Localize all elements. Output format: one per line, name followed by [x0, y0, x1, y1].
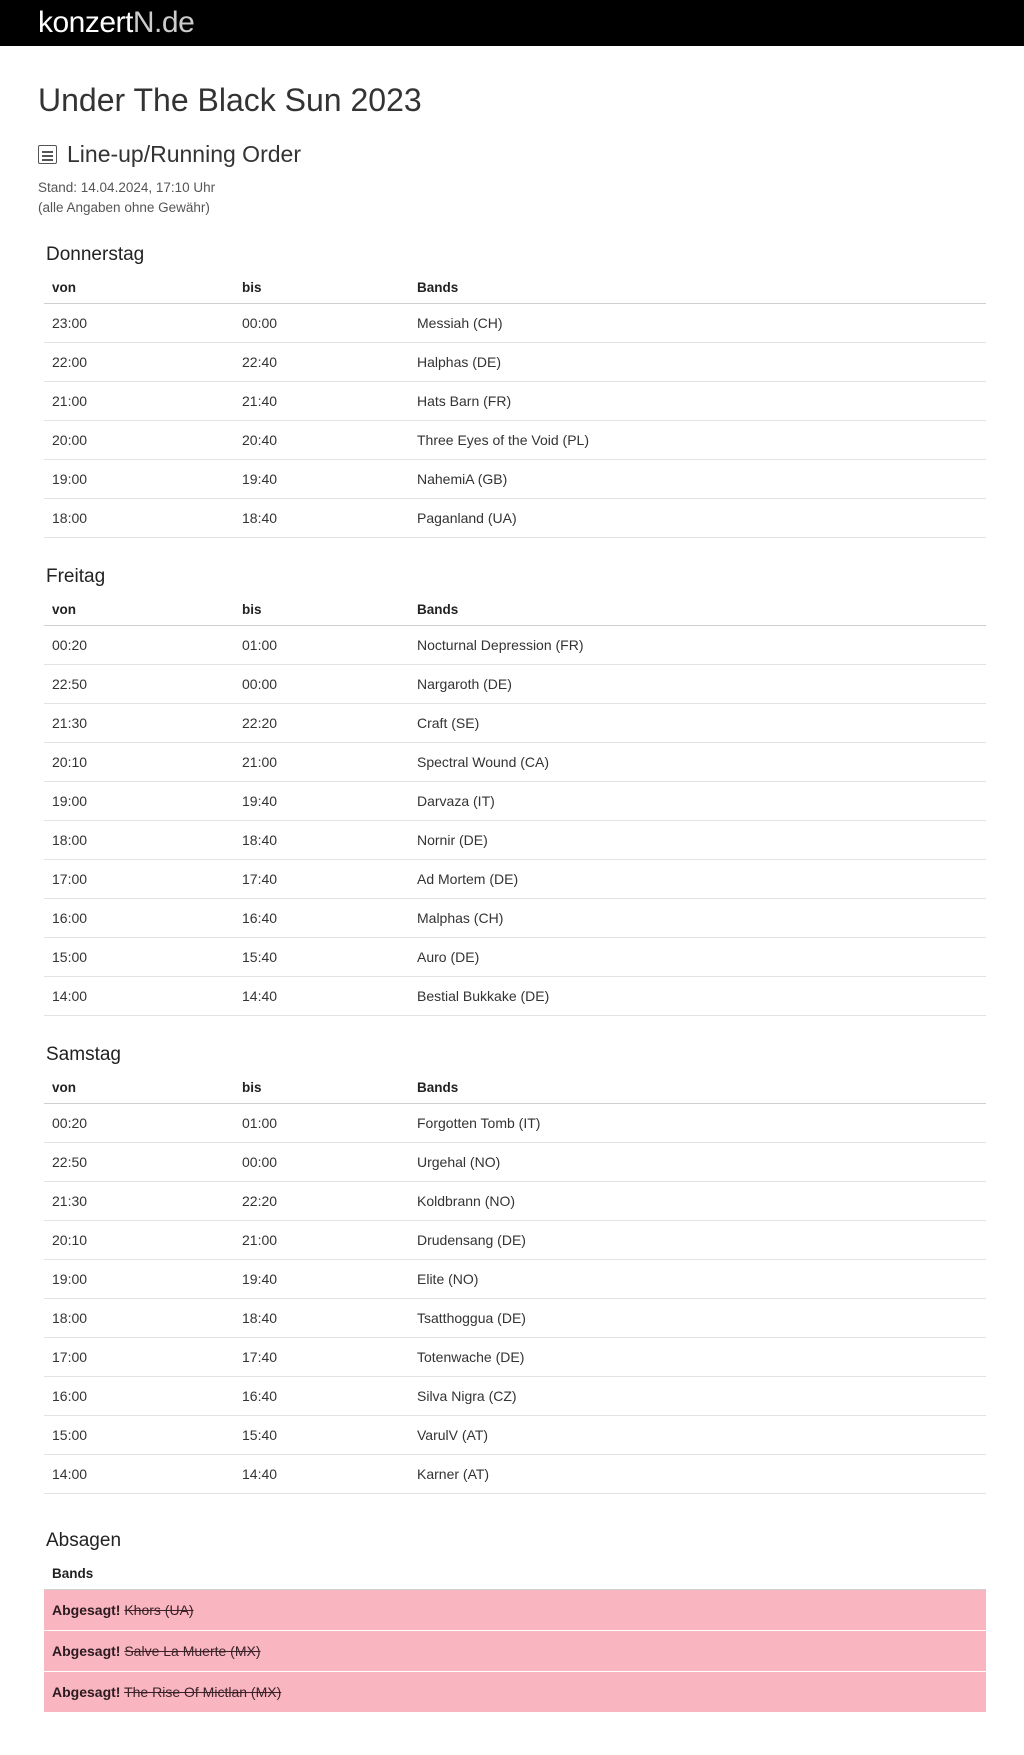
band-name: Nocturnal Depression (FR)	[409, 626, 986, 665]
table-row	[44, 343, 986, 382]
day-title: Donnerstag	[46, 244, 145, 265]
table-row	[44, 304, 986, 343]
table-row	[44, 938, 986, 977]
column-header-bands: Bands	[409, 280, 986, 304]
column-header-von: von	[44, 280, 234, 304]
slot-end-time: 20:40	[234, 421, 409, 460]
slot-start-time: 00:20	[44, 626, 234, 665]
schedule-table	[44, 602, 986, 1016]
cancellations-body	[44, 1590, 986, 1713]
slot-start-time: 19:00	[44, 460, 234, 499]
slot-start-time: 18:00	[44, 1299, 234, 1338]
slot-start-time: 15:00	[44, 1416, 234, 1455]
slot-end-time: 19:40	[234, 782, 409, 821]
table-row	[44, 665, 986, 704]
slot-end-time: 00:00	[234, 665, 409, 704]
slot-start-time: 18:00	[44, 821, 234, 860]
slot-end-time: 16:40	[234, 899, 409, 938]
status-note-line2: (alle Angaben ohne Gewähr)	[38, 200, 210, 215]
band-name: Nargaroth (DE)	[409, 665, 986, 704]
table-row	[44, 821, 986, 860]
band-name: Malphas (CH)	[409, 899, 986, 938]
cancelled-row	[44, 1672, 986, 1713]
table-row	[44, 977, 986, 1016]
slot-start-time: 20:10	[44, 1221, 234, 1260]
band-name: Halphas (DE)	[409, 343, 986, 382]
band-name: Craft (SE)	[409, 704, 986, 743]
column-header-von: von	[44, 1080, 234, 1104]
band-name: NahemiA (GB)	[409, 460, 986, 499]
table-row	[44, 1182, 986, 1221]
slot-start-time: 23:00	[44, 304, 234, 343]
slot-end-time: 15:40	[234, 1416, 409, 1455]
cancellations-header-row	[44, 1566, 986, 1590]
table-row	[44, 460, 986, 499]
table-row	[44, 782, 986, 821]
table-row	[44, 1104, 986, 1143]
band-name: Darvaza (IT)	[409, 782, 986, 821]
slot-end-time: 14:40	[234, 1455, 409, 1494]
cancellations-block	[38, 1530, 986, 1713]
day-block	[38, 1044, 986, 1494]
table-row	[44, 743, 986, 782]
column-header-bis: bis	[234, 1080, 409, 1104]
slot-end-time: 22:40	[234, 343, 409, 382]
table-header-row	[44, 602, 986, 626]
schedule-table	[44, 280, 986, 538]
cancelled-band-name: The Rise Of Mictlan (MX)	[124, 1684, 282, 1700]
column-header-bis: bis	[234, 280, 409, 304]
slot-end-time: 17:40	[234, 1338, 409, 1377]
slot-end-time: 21:00	[234, 743, 409, 782]
slot-end-time: 18:40	[234, 1299, 409, 1338]
slot-end-time: 19:40	[234, 1260, 409, 1299]
table-row	[44, 626, 986, 665]
band-name: Karner (AT)	[409, 1455, 986, 1494]
column-header-bands: Bands	[409, 1080, 986, 1104]
page-title: Under The Black Sun 2023	[38, 82, 422, 118]
band-name: Three Eyes of the Void (PL)	[409, 421, 986, 460]
slot-end-time: 01:00	[234, 1104, 409, 1143]
cancelled-band-name: Khors (UA)	[124, 1602, 194, 1618]
logo-primary-text: konzert	[38, 6, 133, 39]
day-title: Freitag	[46, 566, 106, 587]
status-note-line1: Stand: 14.04.2024, 17:10 Uhr	[38, 180, 216, 195]
slot-end-time: 00:00	[234, 304, 409, 343]
slot-start-time: 15:00	[44, 938, 234, 977]
slot-end-time: 00:00	[234, 1143, 409, 1182]
status-note	[38, 178, 986, 218]
cancelled-band-name: Salve La Muerte (MX)	[124, 1643, 261, 1659]
slot-end-time: 18:40	[234, 499, 409, 538]
band-name: Ad Mortem (DE)	[409, 860, 986, 899]
band-name: Messiah (CH)	[409, 304, 986, 343]
days-container	[38, 244, 986, 1494]
table-row	[44, 1299, 986, 1338]
top-bar	[0, 0, 1024, 46]
cancelled-cell	[44, 1590, 986, 1631]
slot-start-time: 19:00	[44, 1260, 234, 1299]
band-name: Urgehal (NO)	[409, 1143, 986, 1182]
band-name: Forgotten Tomb (IT)	[409, 1104, 986, 1143]
band-name: Paganland (UA)	[409, 499, 986, 538]
slot-start-time: 16:00	[44, 1377, 234, 1416]
slot-end-time: 21:40	[234, 382, 409, 421]
table-row	[44, 899, 986, 938]
band-name: Drudensang (DE)	[409, 1221, 986, 1260]
cancelled-cell	[44, 1631, 986, 1672]
day-block	[38, 566, 986, 1016]
cancelled-row	[44, 1631, 986, 1672]
slot-end-time: 19:40	[234, 460, 409, 499]
cancelled-cell	[44, 1672, 986, 1713]
slot-end-time: 15:40	[234, 938, 409, 977]
slot-end-time: 17:40	[234, 860, 409, 899]
page-content	[0, 82, 1024, 1753]
slot-start-time: 20:00	[44, 421, 234, 460]
cancellations-column-bands: Bands	[44, 1566, 986, 1590]
table-header-row	[44, 1080, 986, 1104]
table-row	[44, 499, 986, 538]
slot-start-time: 17:00	[44, 860, 234, 899]
slot-start-time: 19:00	[44, 782, 234, 821]
slot-start-time: 22:00	[44, 343, 234, 382]
band-name: Auro (DE)	[409, 938, 986, 977]
cancellations-table	[44, 1566, 986, 1713]
list-icon	[38, 145, 57, 164]
cancelled-badge: Abgesagt!	[52, 1684, 121, 1700]
table-row	[44, 1260, 986, 1299]
slot-start-time: 18:00	[44, 499, 234, 538]
table-row	[44, 382, 986, 421]
site-logo[interactable]	[38, 8, 194, 38]
table-row	[44, 1455, 986, 1494]
day-block	[38, 244, 986, 538]
slot-end-time: 16:40	[234, 1377, 409, 1416]
slot-start-time: 22:50	[44, 1143, 234, 1182]
cancelled-badge: Abgesagt!	[52, 1602, 121, 1618]
slot-start-time: 17:00	[44, 1338, 234, 1377]
column-header-bands: Bands	[409, 602, 986, 626]
band-name: Spectral Wound (CA)	[409, 743, 986, 782]
table-row	[44, 1377, 986, 1416]
band-name: Totenwache (DE)	[409, 1338, 986, 1377]
slot-start-time: 21:00	[44, 382, 234, 421]
slot-start-time: 21:30	[44, 704, 234, 743]
logo-accent-text: N.de	[132, 6, 195, 39]
band-name: Koldbrann (NO)	[409, 1182, 986, 1221]
table-row	[44, 1416, 986, 1455]
slot-start-time: 14:00	[44, 1455, 234, 1494]
slot-end-time: 22:20	[234, 704, 409, 743]
lineup-heading-text: Line-up/Running Order	[67, 141, 301, 167]
column-header-bis: bis	[234, 602, 409, 626]
slot-start-time: 14:00	[44, 977, 234, 1016]
band-name: Hats Barn (FR)	[409, 382, 986, 421]
band-name: Elite (NO)	[409, 1260, 986, 1299]
table-row	[44, 860, 986, 899]
table-row	[44, 421, 986, 460]
band-name: VarulV (AT)	[409, 1416, 986, 1455]
band-name: Nornir (DE)	[409, 821, 986, 860]
table-row	[44, 704, 986, 743]
cancelled-badge: Abgesagt!	[52, 1643, 121, 1659]
band-name: Silva Nigra (CZ)	[409, 1377, 986, 1416]
table-row	[44, 1143, 986, 1182]
table-row	[44, 1338, 986, 1377]
table-row	[44, 1221, 986, 1260]
lineup-section-heading	[38, 141, 986, 168]
slot-start-time: 20:10	[44, 743, 234, 782]
slot-end-time: 14:40	[234, 977, 409, 1016]
slot-start-time: 00:20	[44, 1104, 234, 1143]
schedule-table	[44, 1080, 986, 1494]
slot-end-time: 21:00	[234, 1221, 409, 1260]
slot-start-time: 22:50	[44, 665, 234, 704]
band-name: Tsatthoggua (DE)	[409, 1299, 986, 1338]
band-name: Bestial Bukkake (DE)	[409, 977, 986, 1016]
cancelled-row	[44, 1590, 986, 1631]
table-header-row	[44, 280, 986, 304]
slot-end-time: 22:20	[234, 1182, 409, 1221]
column-header-von: von	[44, 602, 234, 626]
slot-start-time: 16:00	[44, 899, 234, 938]
slot-end-time: 01:00	[234, 626, 409, 665]
day-title: Samstag	[46, 1044, 121, 1065]
slot-end-time: 18:40	[234, 821, 409, 860]
slot-start-time: 21:30	[44, 1182, 234, 1221]
cancellations-title: Absagen	[46, 1530, 122, 1551]
